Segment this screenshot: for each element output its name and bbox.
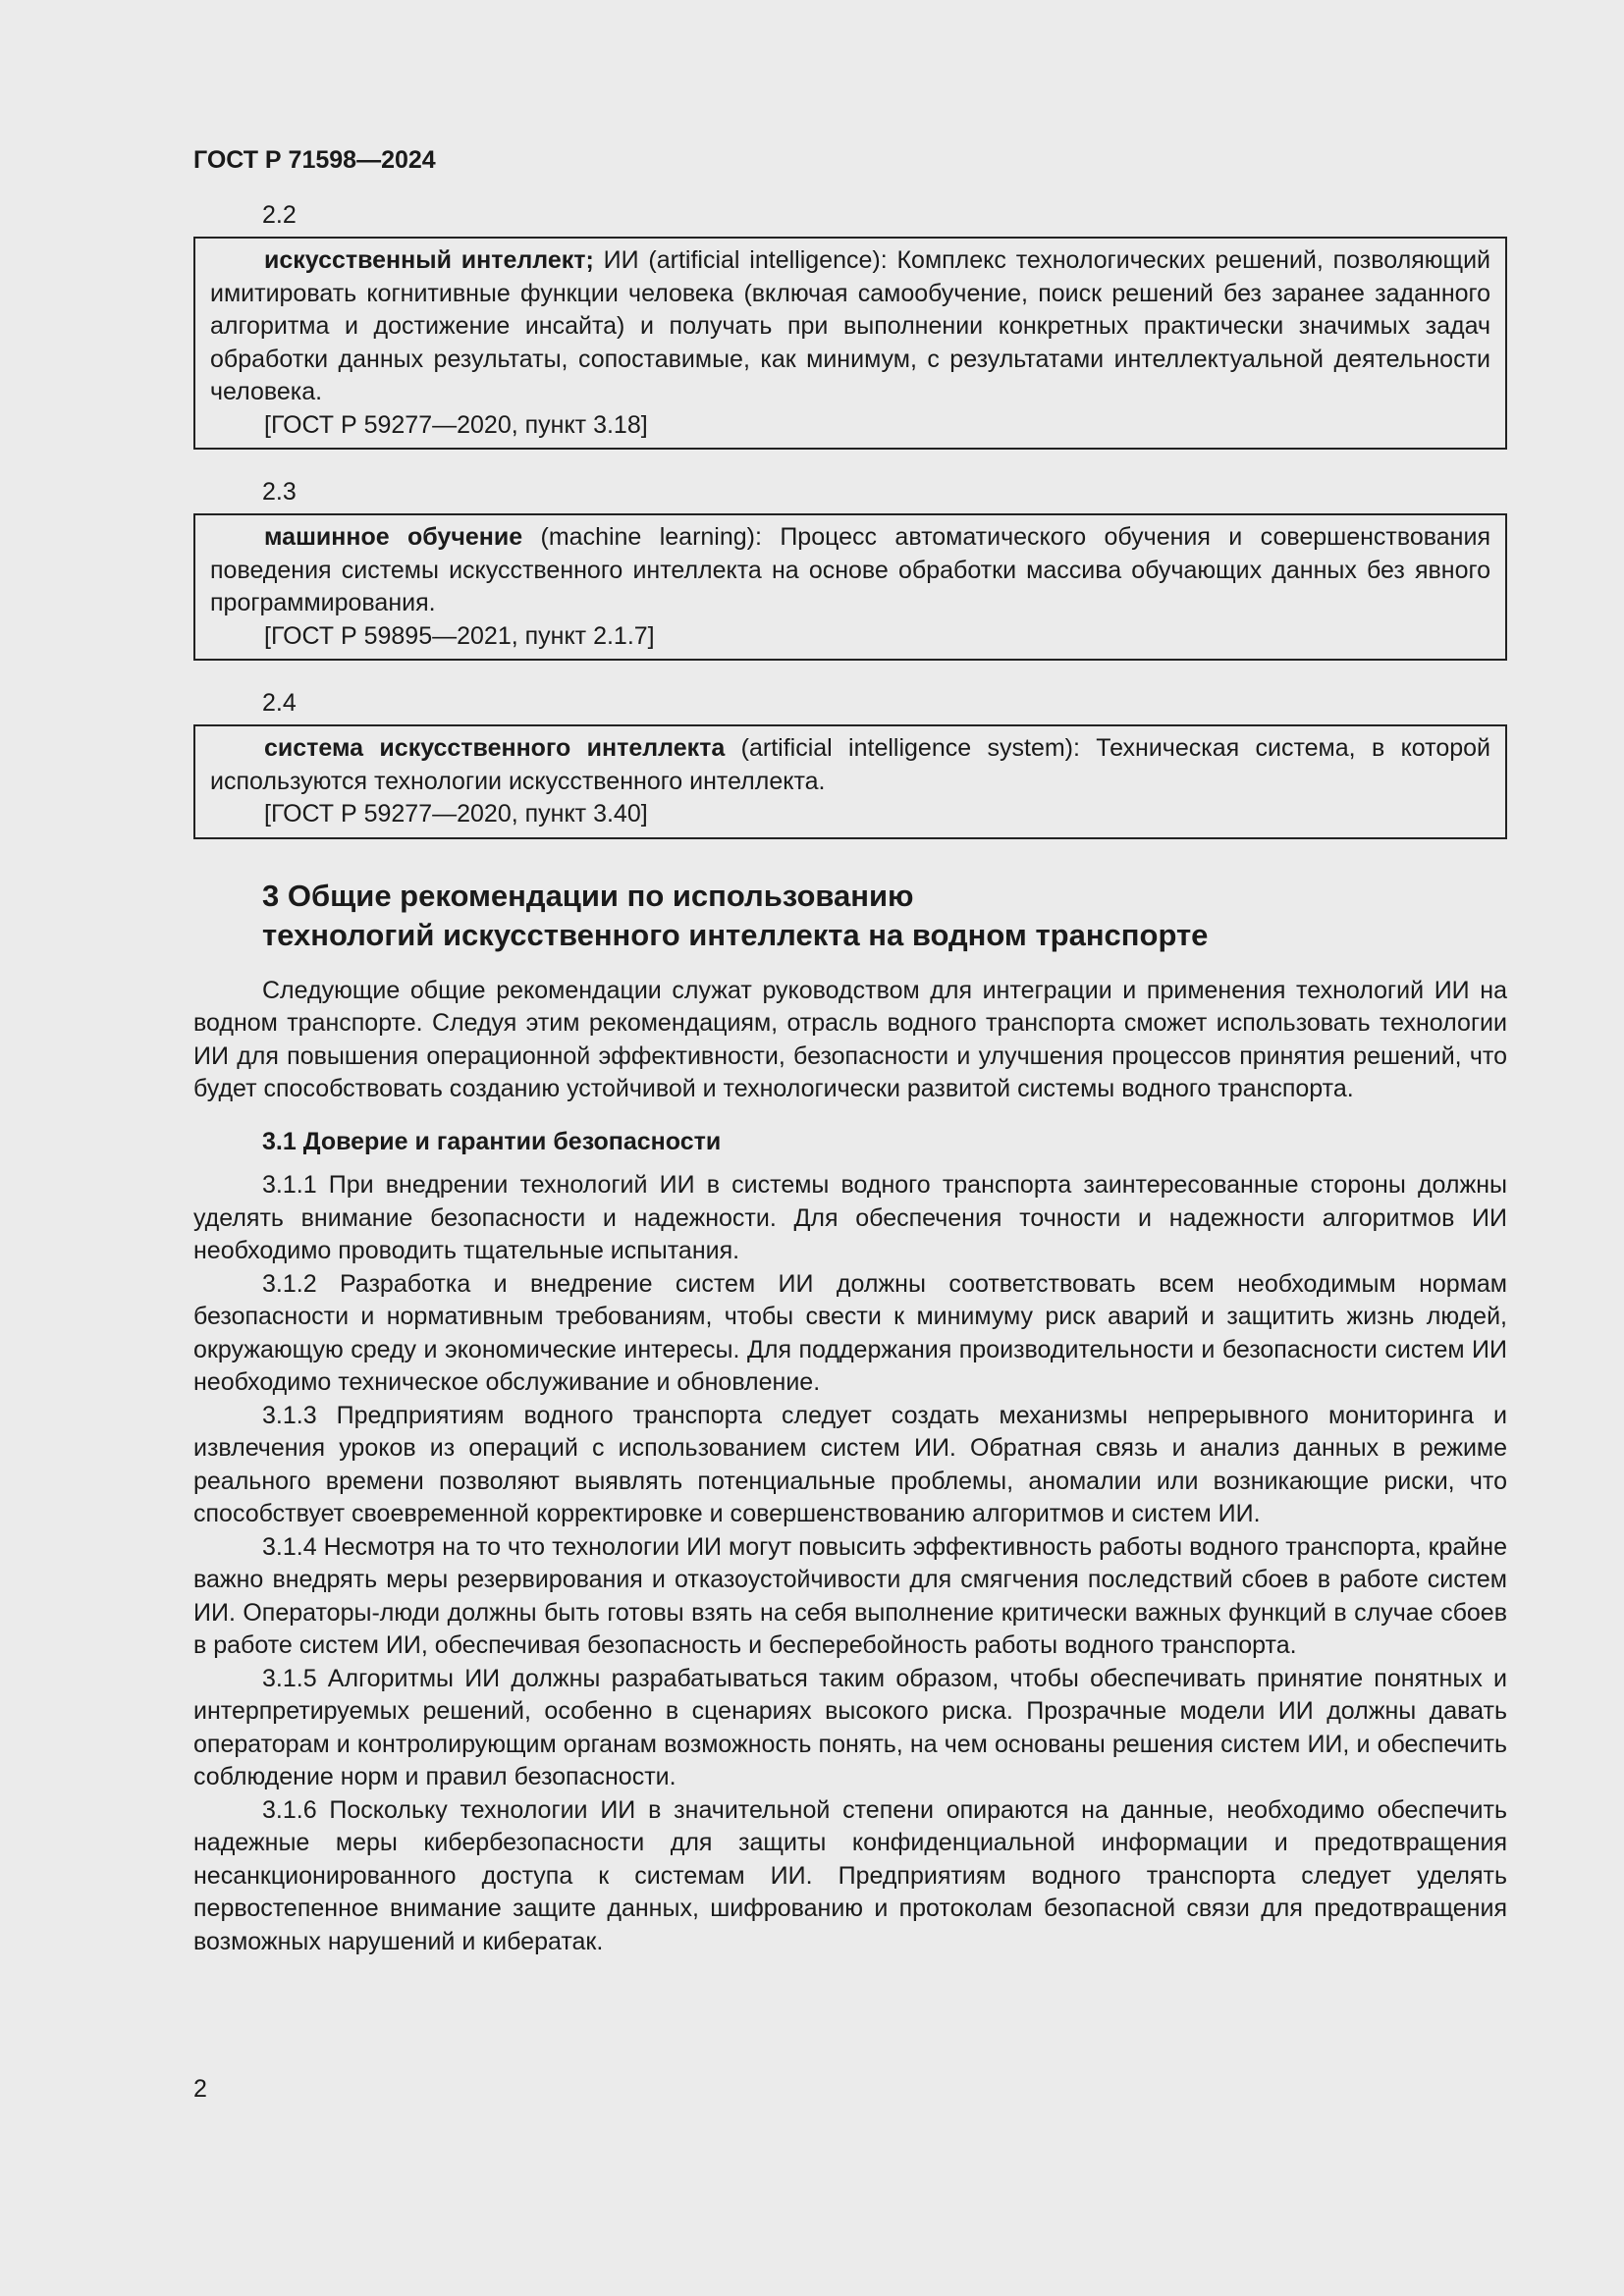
term-definition [210, 732, 1490, 798]
term-number: 2.4 [262, 689, 297, 717]
clause-paragraph: 3.1.6 Поскольку технологии ИИ в значительной степени опираются на данные, необходимо обеспечить надежные меры кибербезопасности для защиты конфиденциальной информации и предотвращения несанкционированного доступа к системам ИИ. Предприятиям водного транспорта следует уделять первостепенное внимание защите данных, шифрованию и протоколам безопасной связи для предотвращения возможных нарушений и кибератак. [193, 1795, 1507, 1955]
term-entry [193, 688, 1507, 839]
term-reference: [ГОСТ Р 59277—2020, пункт 3.18] [264, 410, 648, 439]
clause-paragraph: 3.1.3 Предприятиям водного транспорта следует создать механизмы непрерывного мониторинга и извлечения уроков из операций с использованием систем ИИ. Обратная связь и анализ данных в режиме реального времени позволяют выявлять потенциальные проблемы, аномалии или возникающие риски, что способствует своевременной корректировке и совершенствованию алгоритмов и систем ИИ. [193, 1401, 1507, 1527]
section-title-line: 3 Общие рекомендации по использованию [262, 878, 914, 913]
term-name: система искусственного интеллекта [264, 734, 726, 762]
term-definition-text: (machine learning): Процесс автоматического обучения и совершенствования поведения системы искусственного интеллекта на основе обработки массива обучающих данных без явного программирования. [210, 523, 1490, 616]
term-definition [210, 521, 1490, 620]
section-intro-paragraph: Следующие общие рекомендации служат руководством для интеграции и применения технологий ИИ на водном транспорте. Следуя этим рекомендациям, отрасль водного транспорта сможет использовать технологии ИИ для повышения операционной эффективности, безопасности и улучшения процессов принятия решений, что будет способствовать созданию устойчивой и технологически развитой системы водного транспорта. [193, 976, 1507, 1102]
term-entry [193, 477, 1507, 661]
page-number: 2 [193, 2075, 207, 2103]
term-definition-box [193, 513, 1507, 661]
term-reference: [ГОСТ Р 59895—2021, пункт 2.1.7] [264, 621, 655, 650]
term-entry [193, 200, 1507, 450]
section-title-line: технологий искусственного интеллекта на водном транспорте [262, 917, 1209, 952]
term-number: 2.2 [262, 201, 297, 229]
term-definition-text: ИИ (artificial intelligence): Комплекс технологических решений, позволяющий имитировать когнитивные функции человека (включая самообучение, поиск решений без заранее заданного алгоритма и достижение инсайта) и получать при выполнении конкретных практически значимых задач обработки данных результаты, сопоставимые, как минимум, с результатами интеллектуальной деятельности человека. [210, 246, 1490, 405]
term-definition-box [193, 237, 1507, 450]
clause-paragraph: 3.1.4 Несмотря на то что технологии ИИ могут повысить эффективность работы водного транспорта, крайне важно внедрять меры резервирования и отказоустойчивости для смягчения последствий сбоев в работе систем ИИ. Операторы-люди должны быть готовы взять на себя выполнение критически важных функций в случае сбоев в работе систем ИИ, обеспечивая безопасность и бесперебойность работы водного транспорта. [193, 1532, 1507, 1659]
term-reference: [ГОСТ Р 59277—2020, пункт 3.40] [264, 800, 648, 828]
term-name: машинное обучение [264, 523, 523, 551]
term-definition [210, 244, 1490, 409]
section-title [193, 877, 1507, 955]
clause-paragraph: 3.1.2 Разработка и внедрение систем ИИ должны соответствовать всем необходимым нормам безопасности и нормативным требованиям, чтобы свести к минимуму риск аварий и защитить жизнь людей, окружающую среду и экономические интересы. Для поддержания производительности и безопасности систем ИИ необходимо техническое обслуживание и обновление. [193, 1269, 1507, 1396]
term-name: искусственный интеллект; [264, 246, 594, 274]
document-page [193, 145, 1507, 1958]
clause-paragraph: 3.1.1 При внедрении технологий ИИ в системы водного транспорта заинтересованные стороны должны уделять внимание безопасности и надежности. Для обеспечения точности и надежности алгоритмов ИИ необходимо проводить тщательные испытания. [193, 1171, 1507, 1264]
term-definition-text: (artificial intelligence system): Техническая система, в которой используются технологии искусственного интеллекта. [210, 734, 1491, 795]
document-header: ГОСТ Р 71598—2024 [193, 146, 436, 174]
clause-paragraph: 3.1.5 Алгоритмы ИИ должны разрабатываться таким образом, чтобы обеспечивать принятие понятных и интерпретируемых решений, особенно в сценариях высокого риска. Прозрачные модели ИИ должны давать операторам и контролирующим органам возможность понять, на чем основаны решения систем ИИ, и обеспечить соблюдение норм и правил безопасности. [193, 1664, 1507, 1790]
subsection-title: 3.1 Доверие и гарантии безопасности [262, 1127, 722, 1155]
term-number: 2.3 [262, 478, 297, 506]
term-definition-box [193, 724, 1507, 839]
